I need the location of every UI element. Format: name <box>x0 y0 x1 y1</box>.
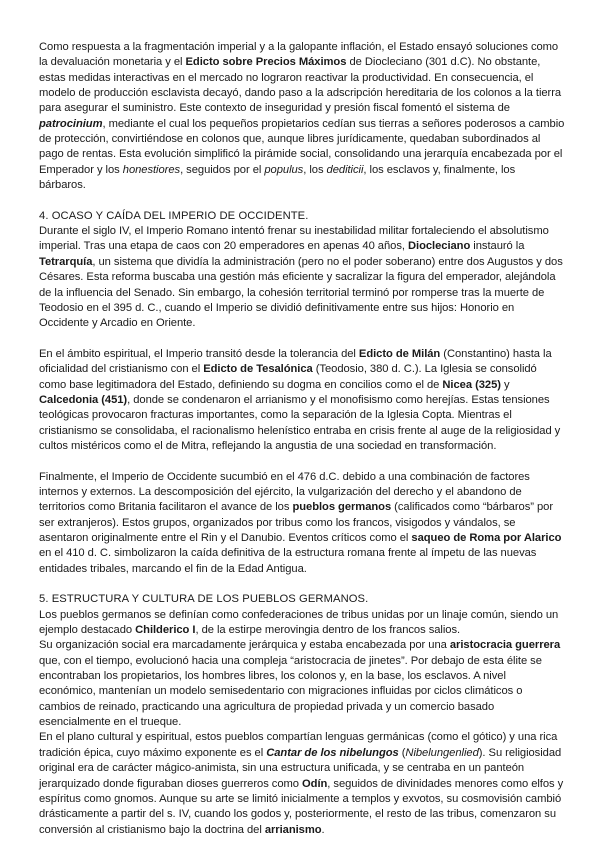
text: ( <box>398 746 406 759</box>
bold-term: Diocleciano <box>408 240 471 253</box>
text: , un sistema que dividía la administración (pero no el poder soberano) entre dos Augustos y dos Césares. Esta reforma buscaba una gestión más eficiente y sacralizar la figura del emperador, alejándola de la influencia del Senado. Sin embargo, la cohesión territorial terminó por romperse tras la muerte de Teodosio en el 395 d. C., cuando el Imperio se dividió definitivamente entre sus hijos: Honorio en Occidente y Arcadio en Oriente. <box>39 255 563 330</box>
spacer <box>39 577 565 592</box>
text: en el 410 d. C. simbolizaron la caída definitiva de la estructura romana frente al ímpetu de las nuevas entidades tribales, marcando el fin de la Edad Antigua. <box>39 547 537 575</box>
text: instauró la <box>470 240 525 253</box>
text: , seguidos de divinidades menores como elfos y espíritus como gnomos. Aunque su arte se limitó inicialmente a templos y exvotos, su cosmovisión cambió drásticamente a partir del s. IV, cuando los godos y, posteriormente, el resto de las tribus, comenzaron su conversión al cristianismo bajo la doctrina del <box>39 777 564 836</box>
text: , mediante el cual los pequeños propietarios cedían sus tierras a señores poderosos a cambio de protección, convirtiéndose en colonos que, aunque libres jurídicamente, quedaban subordinados al pago de rentas. Esta evolución simplificó la pirámide social, consolidando una jerarquía encabezada por el Emperador y los <box>39 117 565 176</box>
text: En el ámbito espiritual, el Imperio transitó desde la tolerancia del <box>39 347 359 360</box>
paragraph-tetrarchy <box>39 224 565 331</box>
text: Finalmente, el Imperio de Occidente sucumbió en el 476 d.C. debido a una combinación de factores internos y externos. La descomposición del ejército, la vulgarización del derecho y el abandono de territorios como Britania facilitaron el avance de los <box>39 470 530 514</box>
text: , los esclavos y, finalmente, los bárbaros. <box>39 163 516 192</box>
italic-term: populus <box>264 163 304 176</box>
text: Como respuesta a la fragmentación imperial y a la galopante inflación, el Estado ensayó soluciones como la devaluación monetaria y el <box>39 41 559 69</box>
text: Su organización social era marcadamente jerárquica y estaba encabezada por una <box>39 639 450 652</box>
text: ). Su religiosidad original era de carácter mágico-animista, sin una estructura unificada, y se centraba en un panteón jerarquizado donde figuraban dioses guerreros como <box>39 746 562 790</box>
text: . <box>321 823 325 836</box>
text: Los pueblos germanos se definían como confederaciones de tribus unidas por un linaje común, siendo un ejemplo destacado <box>39 608 559 637</box>
text: , de la estirpe merovingia dentro de los francos salios. <box>195 624 461 637</box>
text: , seguidos por el <box>180 163 265 176</box>
paragraph-fiscal-crisis <box>39 40 565 193</box>
text: (Teodosio, 380 d. C.). La Iglesia se consolidó como base legitimadora del Estado, definiendo su dogma en concilios como el de <box>39 363 537 391</box>
bold-term: Edicto sobre Precios Máximos <box>185 56 347 69</box>
spacer <box>39 193 565 208</box>
section-heading-5: 5. ESTRUCTURA Y CULTURA DE LOS PUEBLOS GERMANOS. <box>39 593 369 606</box>
text: Durante el siglo IV, el Imperio Romano intentó frenar su inestabilidad militar fortaleciendo el absolutismo imperial. Tras una etapa de caos con 20 emperadores en apenas 40 años, <box>39 225 549 253</box>
bold-term: Childerico I <box>135 624 196 637</box>
text: , los <box>303 163 327 176</box>
bold-term: Tetrarquía <box>39 255 93 268</box>
text: (Constantino) hasta la oficialidad del cristianismo con el <box>39 347 552 376</box>
paragraph-culture-religion <box>39 730 565 837</box>
section-heading-4: 4. OCASO Y CAÍDA DEL IMPERIO DE OCCIDENTE. <box>39 209 309 222</box>
text: y <box>500 378 510 391</box>
bold-term: Odín <box>302 777 328 790</box>
spacer <box>39 454 565 469</box>
bold-italic-term: patrocinium <box>39 117 103 130</box>
text: de Diocleciano (301 d.C). No obstante, estas medidas interactivas en el mercado no lograron reactivar la productividad. En consecuencia, el modelo de producción esclavista decayó, dando paso a la adscripción hereditaria de los colonos a la tierra para asegurar el suministro. Este contexto de inseguridad y presión fiscal fomentó el sistema de <box>39 56 562 115</box>
text: (calificados como “bárbaros” por ser extranjeros). Estos grupos, organizados por tribus como los francos, visigodos y vándalos, se asentaron originalmente entre el Rin y el Danubio. Eventos críticos como el <box>39 501 553 544</box>
bold-term: aristocracia guerrera <box>449 639 561 652</box>
paragraph-fall-of-rome <box>39 470 565 577</box>
italic-term: honestiores <box>122 163 181 176</box>
text: que, con el tiempo, evolucionó hacia una compleja “aristocracia de jinetes”. Por debajo de esta élite se encontraban los propietarios, los hombres libres, los colonos y, en la base, los esclavos. A nivel económico, mantenían un modelo semisedentario con migraciones influidas por ciclos climáticos o cambios de reinado, practicando una agricultura de propiedad privada y un comercio basado esencialmente en el trueque. <box>39 654 542 729</box>
spacer <box>39 332 565 347</box>
bold-term: Edicto de Tesalónica <box>203 363 313 376</box>
document-page <box>39 40 565 838</box>
paragraph-germanic-peoples <box>39 608 565 639</box>
text: , donde se condenaron el arrianismo y el monofisismo como herejías. Estas tensiones teológicas provocaron fracturas importantes, como la separación de la Iglesia Copta. Mientras el cristianismo se consolidaba, el racionalismo helenístico entraba en crisis frente al auge de la religiosidad y cultos mistéricos como el de Mitra, reflejando la angustia de una sociedad en transformación. <box>39 393 561 452</box>
bold-term: Nicea (325) <box>442 378 501 391</box>
bold-term: saqueo de Roma por Alarico <box>411 532 562 544</box>
bold-term: arrianismo <box>264 823 322 836</box>
bold-term: pueblos germanos <box>292 501 392 514</box>
bold-term: Calcedonia (451) <box>39 393 128 406</box>
paragraph-christianity <box>39 347 565 454</box>
italic-term: dediticii <box>326 163 364 176</box>
text: En el plano cultural y espiritual, estos pueblos compartían lenguas germánicas (como el gótico) y una rica tradición épica, cuyo máximo exponente es el <box>39 731 558 759</box>
paragraph-social-organization <box>39 638 565 730</box>
italic-term: Nibelungenlied <box>405 746 479 759</box>
bold-term: Edicto de Milán <box>358 347 441 360</box>
bold-italic-term: Cantar de los nibelungos <box>266 746 399 759</box>
